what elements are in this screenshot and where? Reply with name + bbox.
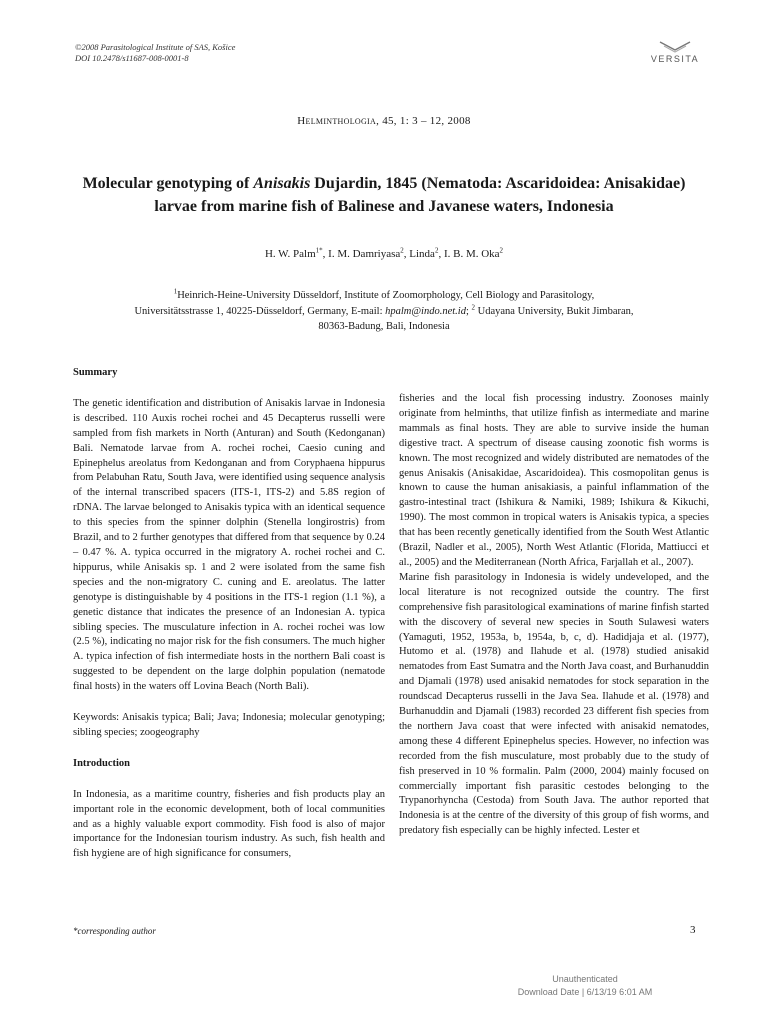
affiliation-sup-2: 2 — [471, 303, 475, 311]
affiliation-text-2a: Universitätsstrasse 1, 40225-Düsseldorf, Germany, E-mail: — [134, 305, 386, 317]
unauthenticated-label: Unauthenticated — [552, 974, 618, 984]
author-2: , I. M. Damriyasa — [322, 248, 401, 260]
right-column — [399, 392, 709, 839]
download-stamp — [500, 973, 670, 998]
author-4: , I. B. M. Oka — [438, 248, 500, 260]
title-genus: Anisakis — [253, 175, 311, 192]
introduction-text: In Indonesia, as a maritime country, fisheries and fish products play an important role in the economic development, both of local communities and as a highly valuable export commodity. Fish food is also of major importance for the Indonesian tourism industry. As such, fish health and fish hygiene are of high significance for consumers, — [73, 788, 385, 860]
header-citation — [75, 42, 235, 64]
affiliation-sup-1: 1 — [173, 287, 178, 296]
page-number: 3 — [690, 924, 696, 936]
affiliation-line-1 — [60, 288, 708, 304]
affiliations — [60, 288, 708, 335]
publisher-logo — [640, 40, 710, 64]
author-4-sup: 2 — [499, 246, 504, 255]
author-3-sup: 2 — [434, 246, 439, 255]
versita-logo-icon — [658, 40, 692, 54]
affiliation-text-2b: ; — [465, 305, 472, 317]
affiliation-text-2c: Udayana University, Bukit Jimbaran, — [475, 305, 634, 317]
author-3: , Linda — [403, 248, 435, 260]
affiliation-line-2 — [60, 304, 708, 320]
author-1-sup: 1* — [315, 246, 323, 255]
affiliation-line-3: 80363-Badung, Bali, Indonesia — [318, 321, 450, 332]
affiliation-text-1: Heinrich-Heine-University Düsseldorf, Institute of Zoomorphology, Cell Biology and Parasitology, — [177, 290, 595, 301]
introduction-heading: Introduction — [73, 757, 130, 769]
author-list — [0, 248, 768, 260]
summary-heading: Summary — [73, 367, 118, 378]
doi-line: DOI 10.2478/s11687-008-0001-8 — [75, 53, 189, 63]
left-column — [73, 366, 385, 862]
article-title — [60, 172, 708, 218]
copyright-line: ©2008 Parasitological Institute of SAS, Košice — [75, 42, 236, 52]
journal-reference: Helminthologia, 45, 1: 3 – 12, 2008 — [297, 115, 471, 127]
keywords: Keywords: Anisakis typica; Bali; Java; Indonesia; molecular genotyping; sibling species; zoogeography — [73, 712, 385, 738]
author-email[interactable]: hpalm@indo.net.id — [385, 305, 466, 317]
right-paragraph-2: Marine fish parasitology in Indonesia is widely undeveloped, and the local literature is not recognized outside the country. The first comprehensive fish parasitological examinations of marine finfish started with the discovery of several new species in South Sulawesi waters (Yamaguti, 1952, 1953a, b, 1954a, b, c, d). Hadidjaja et al. (1977), Hutomo et al. (1978) and Ilahude et al. (1978) studied anisakid nematodes from East Sumatra and the North Java coast, and Burhanuddin and Djamali (1978) used anisakid nematodes for stock separation in the roundscad Decapterus russelli in the Java Sea. Ilahude et al. (1978) and Burhanuddin and Djamali (1983) recorded 23 different fish species from the northern Java coast that were infected with anisakid nematodes, among these 4 different Epinephelus species. However, no infection was recorded from the fish musculature, most probably due to the study of fish preserved in 10 % formalin. Palm (2000, 2004) mainly focused on commercially important fish parasitic cestodes belonging to the Trypanorhyncha (Cestoda) from South Java. The author reported that Indonesia is at the centre of the diversity of this group of fish worms, and predatory fish especially can be highly infected. Lester et — [399, 571, 709, 837]
author-2-sup: 2 — [400, 246, 404, 255]
logo-text: VERSITA — [650, 54, 700, 64]
summary-text: The genetic identification and distribution of Anisakis larvae in Indonesia is described. 110 Auxis rochei rochei and 45 Decapterus russelli were sampled from fish markets in North (Anturan) and South (Kedonganan) Bali. Nematode larvae from A. rochei rochei, Caesio cuning and Epinephelus areolatus from Kedonganan and from Coryphaena hippurus from Pelabuhan Ratu, South Java, were identified using sequence analysis of the internal transcribed spacers (ITS-1, ITS-2) and 5.8S region of rDNA. The larvae belonged to Anisakis typica with an identical sequence to this species from the spinner dolphin (Stenella longirostris) from Brazil, and to 2 further genotypes that differed from that sequence by 0.24 – 0.47 %. A. typica occurred in the migratory A. rochei rochei and C. hippurus, while Anisakis sp. 1 and 2 were isolated from the same fish species and the non-migratory C. cuning and E. areolatus. The latter genotype is distinguishable by 4 positions in the ITS-1 region (1.1 %), a genetic distance that indicates the presence of an Indonesian A. typica sibling species. The musculature infection in A. rochei rochei was low (2.5 %), indicating no major risk for the fish consumers. The much higher A. typica infection of fish intermediate hosts in the northern Bali coast is suggested to be dependent on the large dolphin population (nematode final hosts) in the waters off Lovina Beach (North Bali). — [73, 397, 385, 693]
author-1: H. W. Palm — [264, 248, 316, 260]
title-part-2: Dujardin, 1845 (Nematoda: Ascaridoidea: Anisakidae) larvae from marine fish of Balinese and Javanese waters, Indonesia — [154, 175, 686, 215]
corresponding-author-footnote: *corresponding author — [73, 926, 156, 936]
download-date: Download Date | 6/13/19 6:01 AM — [517, 986, 653, 997]
right-paragraph-1: fisheries and the local fish processing industry. Zoonoses mainly originate from helminths, that utilize finfish as intermediate and marine mammals as final hosts. They are able to survive inside the human digestive tract. A spectrum of disease causing zoonotic fish worms is known. The most recognized and widely distributed are nematodes of the genus Anisakis (Anisakidae, Ascaridoidea). This cosmopolitan genus is known to cause the human anisakiasis, a painful inflammation of the gastro-intestinal tract (Ishikura & Namiki, 1989; Ishikura & Kikuchi, 1990). The most common in tropical waters is Anisakis typica, a species that has been recently genetically identified from the South West Atlantic (Brazil, Nadler et al., 2005), North West Atlantic (Florida, Mattiucci et al., 2005) and the Mediterranean (North Africa, Farjallah et al., 2007). — [399, 393, 709, 568]
title-part-1: Molecular genotyping of — [82, 175, 254, 192]
